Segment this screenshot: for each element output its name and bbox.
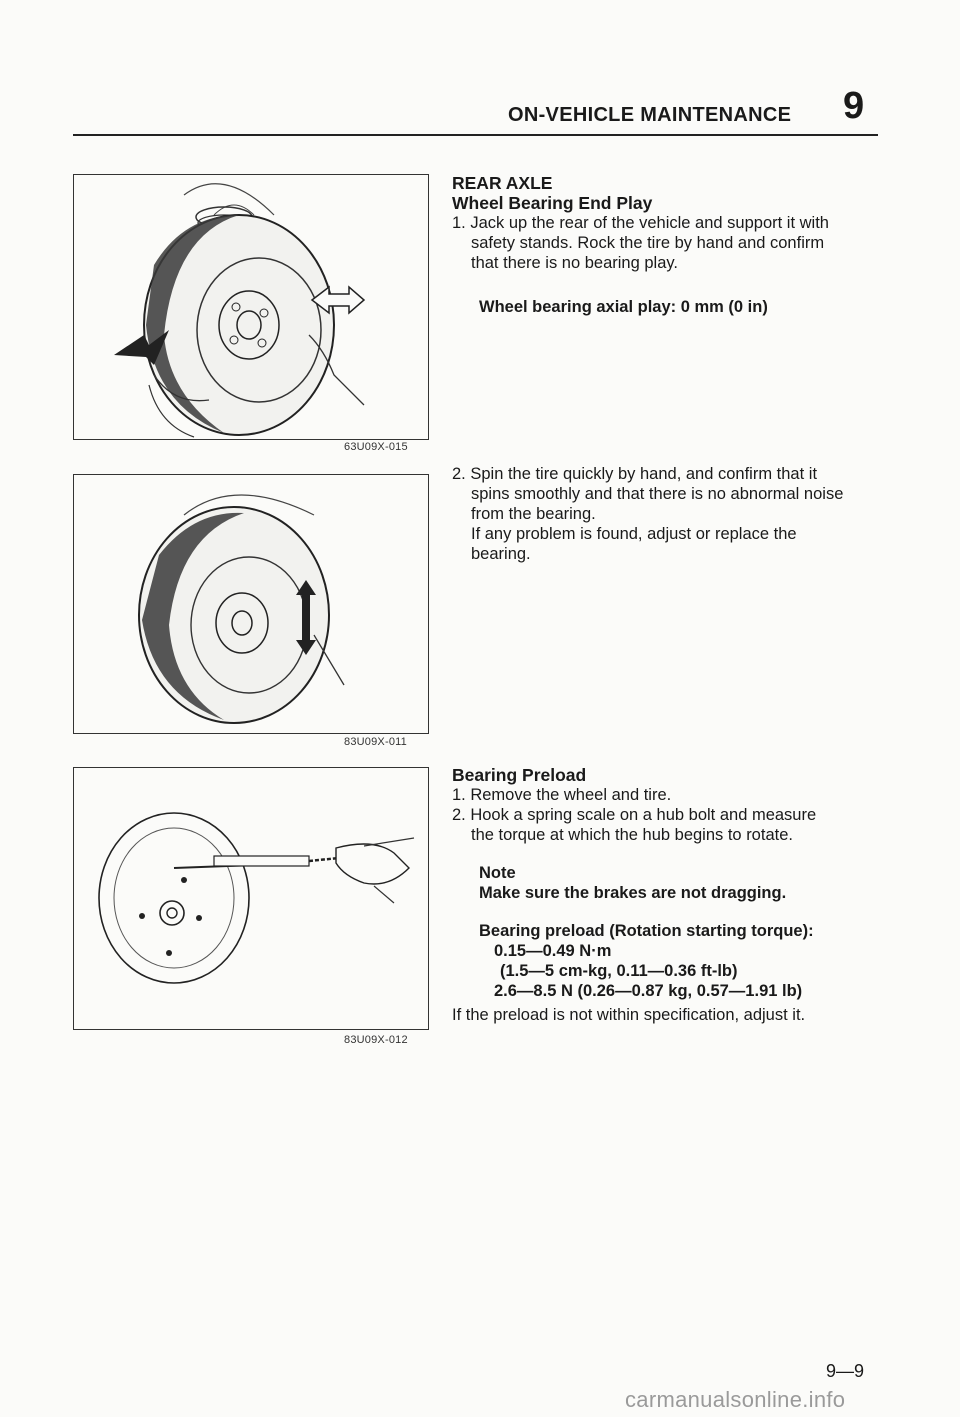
- preload-spec-title: Bearing preload (Rotation starting torque):: [479, 922, 814, 940]
- preload-step2-line: the torque at which the hub begins to rotate.: [471, 826, 793, 844]
- figure-label: 83U09X-012: [344, 1034, 408, 1046]
- watermark: carmanualsonline.info: [625, 1387, 846, 1412]
- step1-line: that there is no bearing play.: [471, 254, 678, 272]
- tire-spin-illustration: [74, 475, 428, 733]
- spin-step: [452, 464, 843, 564]
- section-number: 9: [843, 85, 865, 127]
- axial-play-spec: Wheel bearing axial play: 0 mm (0 in): [479, 298, 768, 316]
- preload-heading: Bearing Preload: [452, 765, 587, 785]
- step1-line: 1. Jack up the rear of the vehicle and support it with: [452, 214, 829, 232]
- step2-line: If any problem is found, adjust or replace the: [471, 525, 797, 543]
- step2-line: from the bearing.: [471, 505, 596, 523]
- preload-section: [452, 765, 816, 1001]
- preload-conclusion: If the preload is not within specification, adjust it.: [452, 1006, 806, 1024]
- figure-label: 63U09X-015: [344, 441, 408, 453]
- step2-line: 2. Spin the tire quickly by hand, and confirm that it: [452, 465, 818, 483]
- rear-axle-heading: REAR AXLE: [452, 173, 553, 193]
- preload-spec-line: (1.5—5 cm-kg, 0.11—0.36 ft-lb): [500, 962, 738, 980]
- figure-rock-tire: [73, 174, 429, 453]
- page-header-title: ON-VEHICLE MAINTENANCE: [508, 104, 792, 126]
- step2-line: spins smoothly and that there is no abnormal noise: [471, 485, 844, 503]
- tire-rock-illustration: [74, 175, 428, 439]
- figure-spin-tire: [73, 474, 429, 748]
- preload-spec-line: 2.6—8.5 N (0.26—0.87 kg, 0.57—1.91 lb): [494, 982, 803, 1000]
- figure-spring-scale: [73, 767, 429, 1046]
- preload-step2-line: 2. Hook a spring scale on a hub bolt and measure: [452, 806, 817, 824]
- hub-scale-illustration: [74, 768, 428, 1029]
- preload-step1: 1. Remove the wheel and tire.: [452, 786, 672, 804]
- figure-label: 83U09X-011: [344, 736, 407, 748]
- step2-line: bearing.: [471, 545, 531, 563]
- header-rule: [73, 134, 878, 136]
- page-number: 9—9: [826, 1361, 865, 1381]
- note-text: Make sure the brakes are not dragging.: [479, 884, 787, 902]
- end-play-subheading: Wheel Bearing End Play: [452, 193, 653, 213]
- rear-axle-section: [452, 173, 829, 317]
- preload-spec-line: 0.15—0.49 N·m: [494, 942, 612, 960]
- note-title: Note: [479, 864, 516, 882]
- step1-line: safety stands. Rock the tire by hand and confirm: [471, 234, 825, 252]
